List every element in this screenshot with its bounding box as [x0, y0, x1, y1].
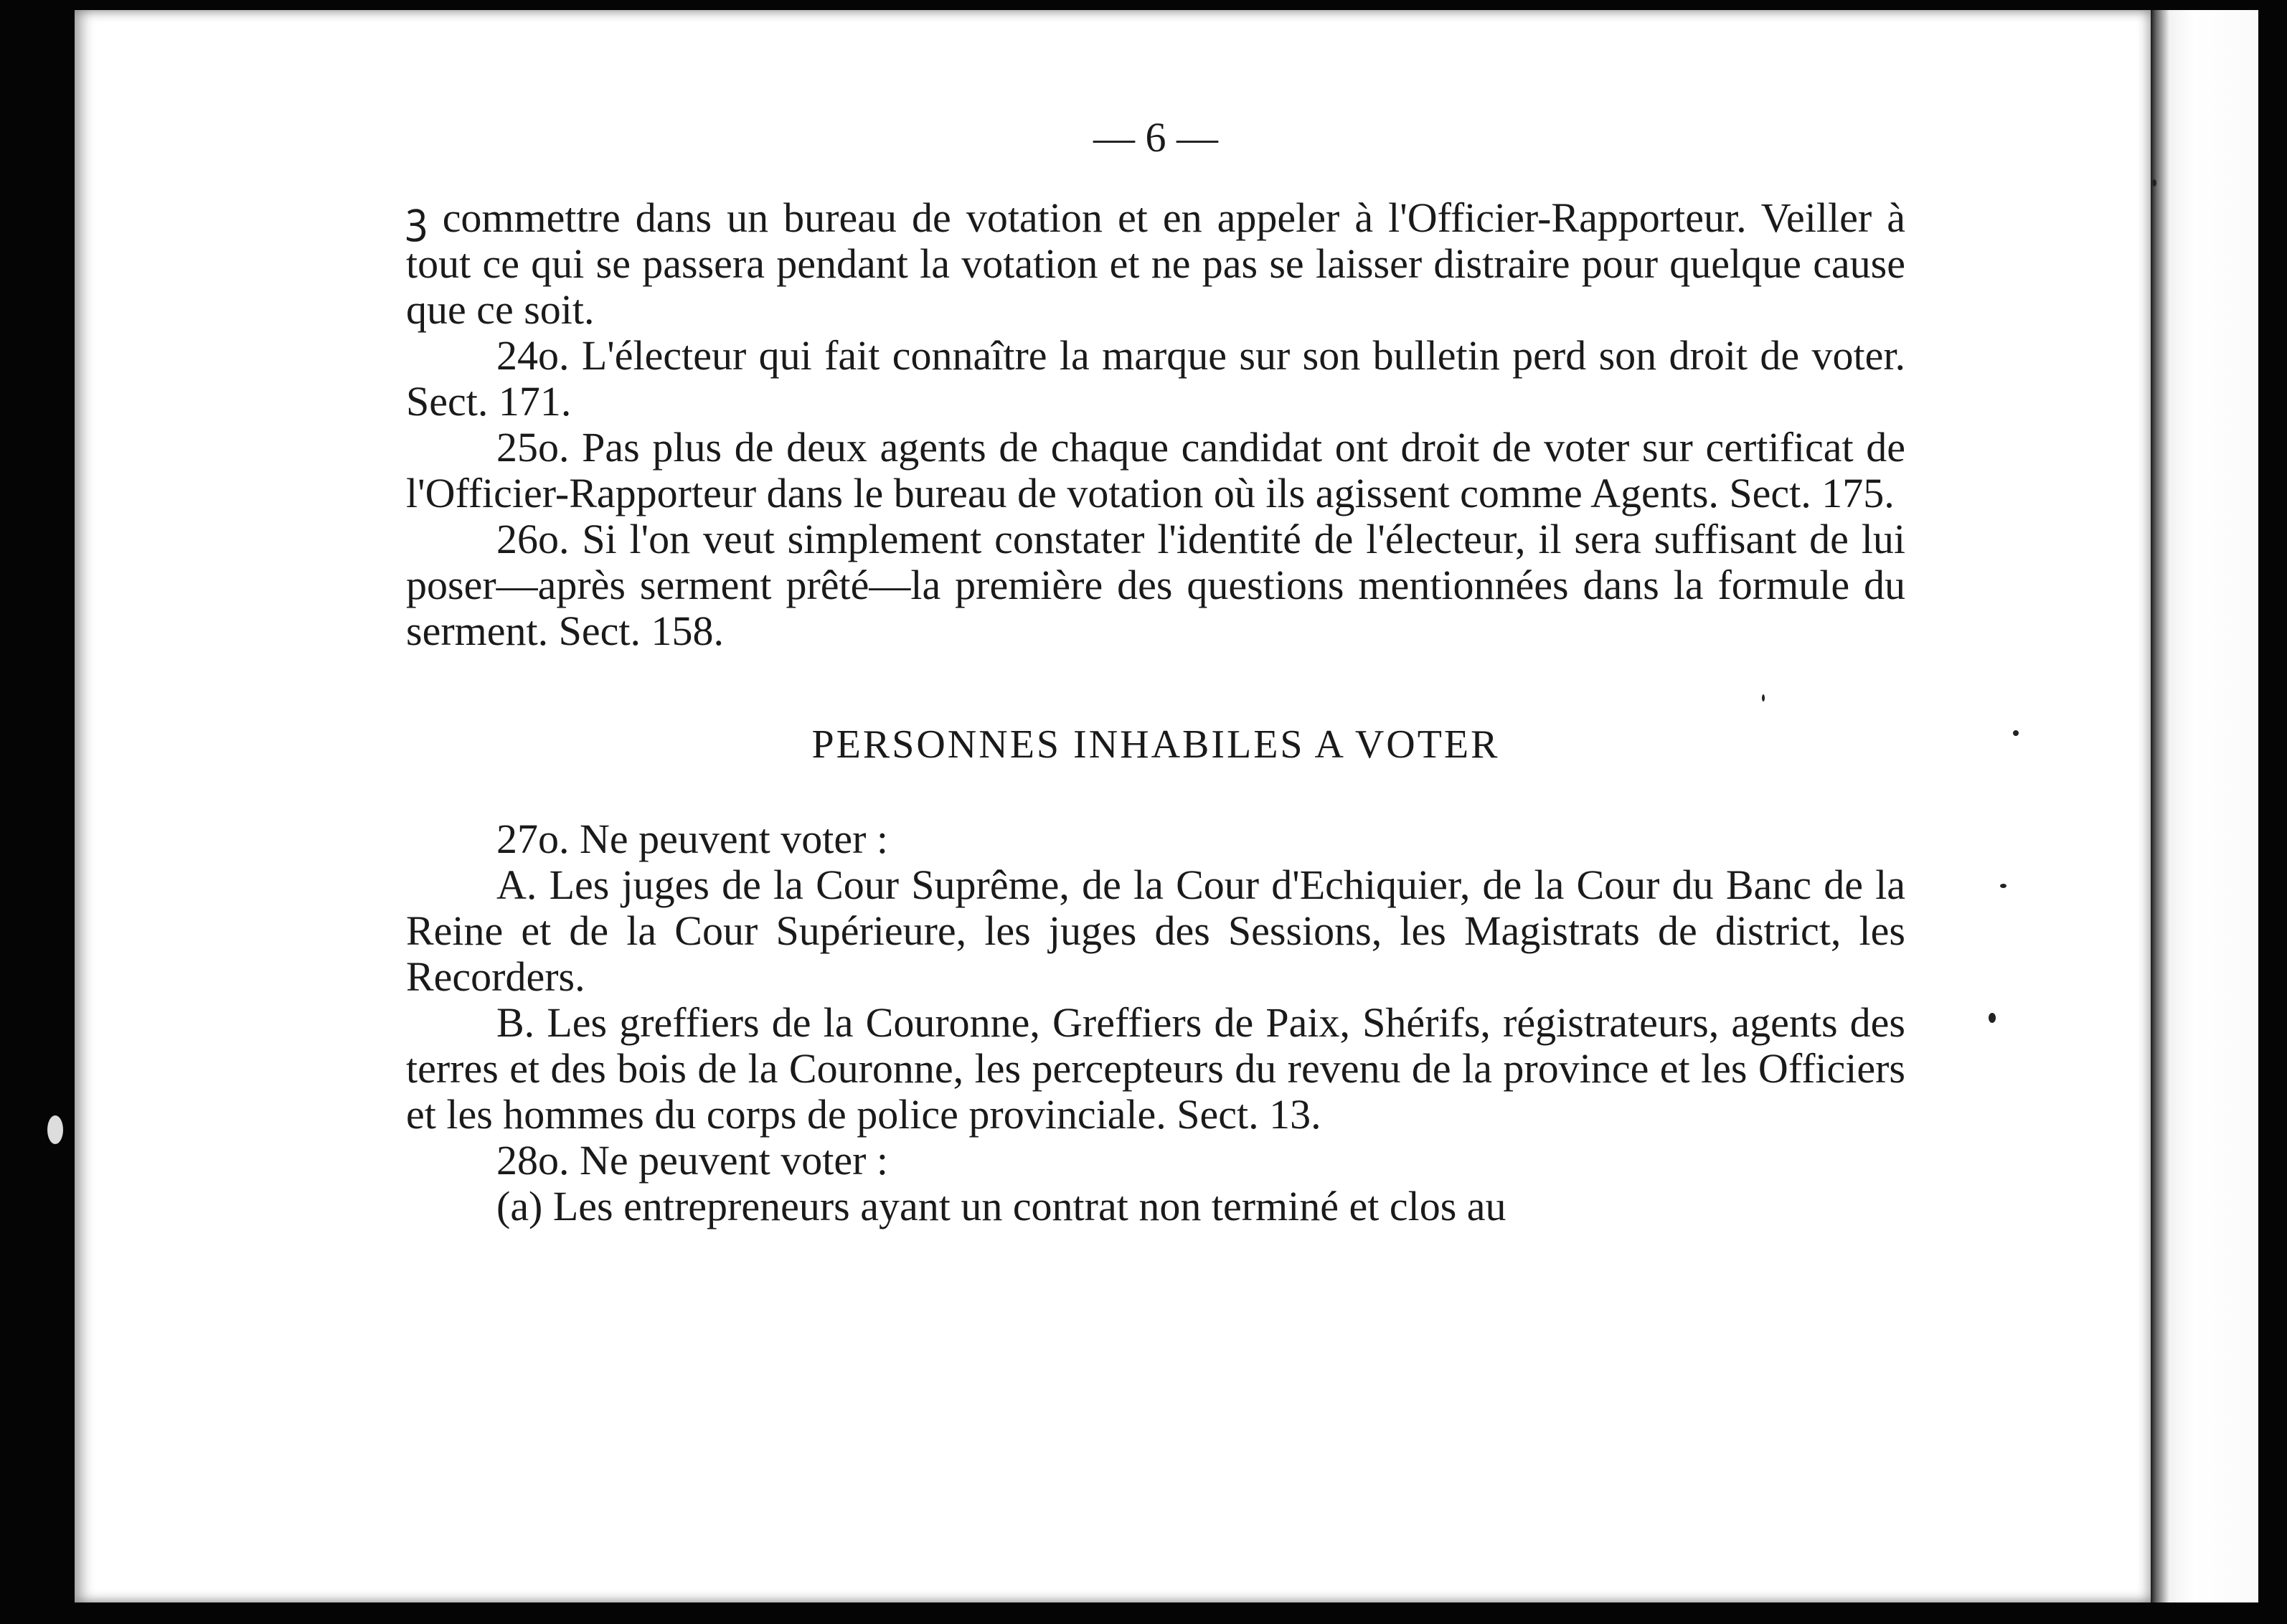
- scan-speck: [2152, 179, 2156, 187]
- paragraph-27-a: A. Les juges de la Cour Suprême, de la Cour d'Echiquier, de la Cour du Banc de la Reine et de la Cour Supérieure, les juges des Sessions, les Magistrats de district, les Recorders.: [406, 861, 1905, 1000]
- paragraph-25: 25o. Pas plus de deux agents de chaque candidat ont droit de voter sur certificat de l'Officier-Rapporteur dans le bureau de votation où ils agissent comme Agents. Sect. 175.: [406, 424, 1905, 516]
- page-gutter: [2151, 10, 2258, 1602]
- paragraph-27: 27o. Ne peuvent voter :: [496, 816, 889, 862]
- scan-speck: [1762, 694, 1765, 702]
- scan-speck: [1989, 1013, 1996, 1023]
- paragraph-28-a: (a) Les entrepreneurs ayant un contrat non terminé et clos au: [496, 1183, 1506, 1229]
- page-number: — 6 —: [1093, 114, 1218, 161]
- scan-speck: [2000, 884, 2007, 888]
- paragraph-26: 26o. Si l'on veut simplement constater l'identité de l'électeur, il sera suffisant de lui poser—après serment prêté—la première des questions mentionnées dans la formule du serment. Sect. 158.: [406, 516, 1905, 654]
- page-text: [406, 115, 1905, 1229]
- paragraph-28: 28o. Ne peuvent voter :: [496, 1137, 889, 1184]
- paragraph-continuation: ꝫ commettre dans un bureau de votation et en appeler à l'Officier-Rapporteur. Veiller à tout ce qui se passera pendant la votation et ne pas se laisser distraire pour quelque cause que ce soit.: [406, 194, 1905, 333]
- section-heading: PERSONNES INHABILES A VOTER: [811, 722, 1500, 767]
- paragraph-27-b: B. Les greffiers de la Couronne, Greffiers de Paix, Shérifs, régistrateurs, agents des terres et des bois de la Couronne, les percepteurs du revenu de la province et les Officiers et les hommes du corps de police provinciale. Sect. 13.: [406, 999, 1905, 1138]
- scan-speck: [47, 1115, 63, 1144]
- scan-speck: [2013, 730, 2019, 736]
- paragraph-24: 24o. L'électeur qui fait connaître la marque sur son bulletin perd son droit de voter. Sect. 171.: [406, 332, 1905, 425]
